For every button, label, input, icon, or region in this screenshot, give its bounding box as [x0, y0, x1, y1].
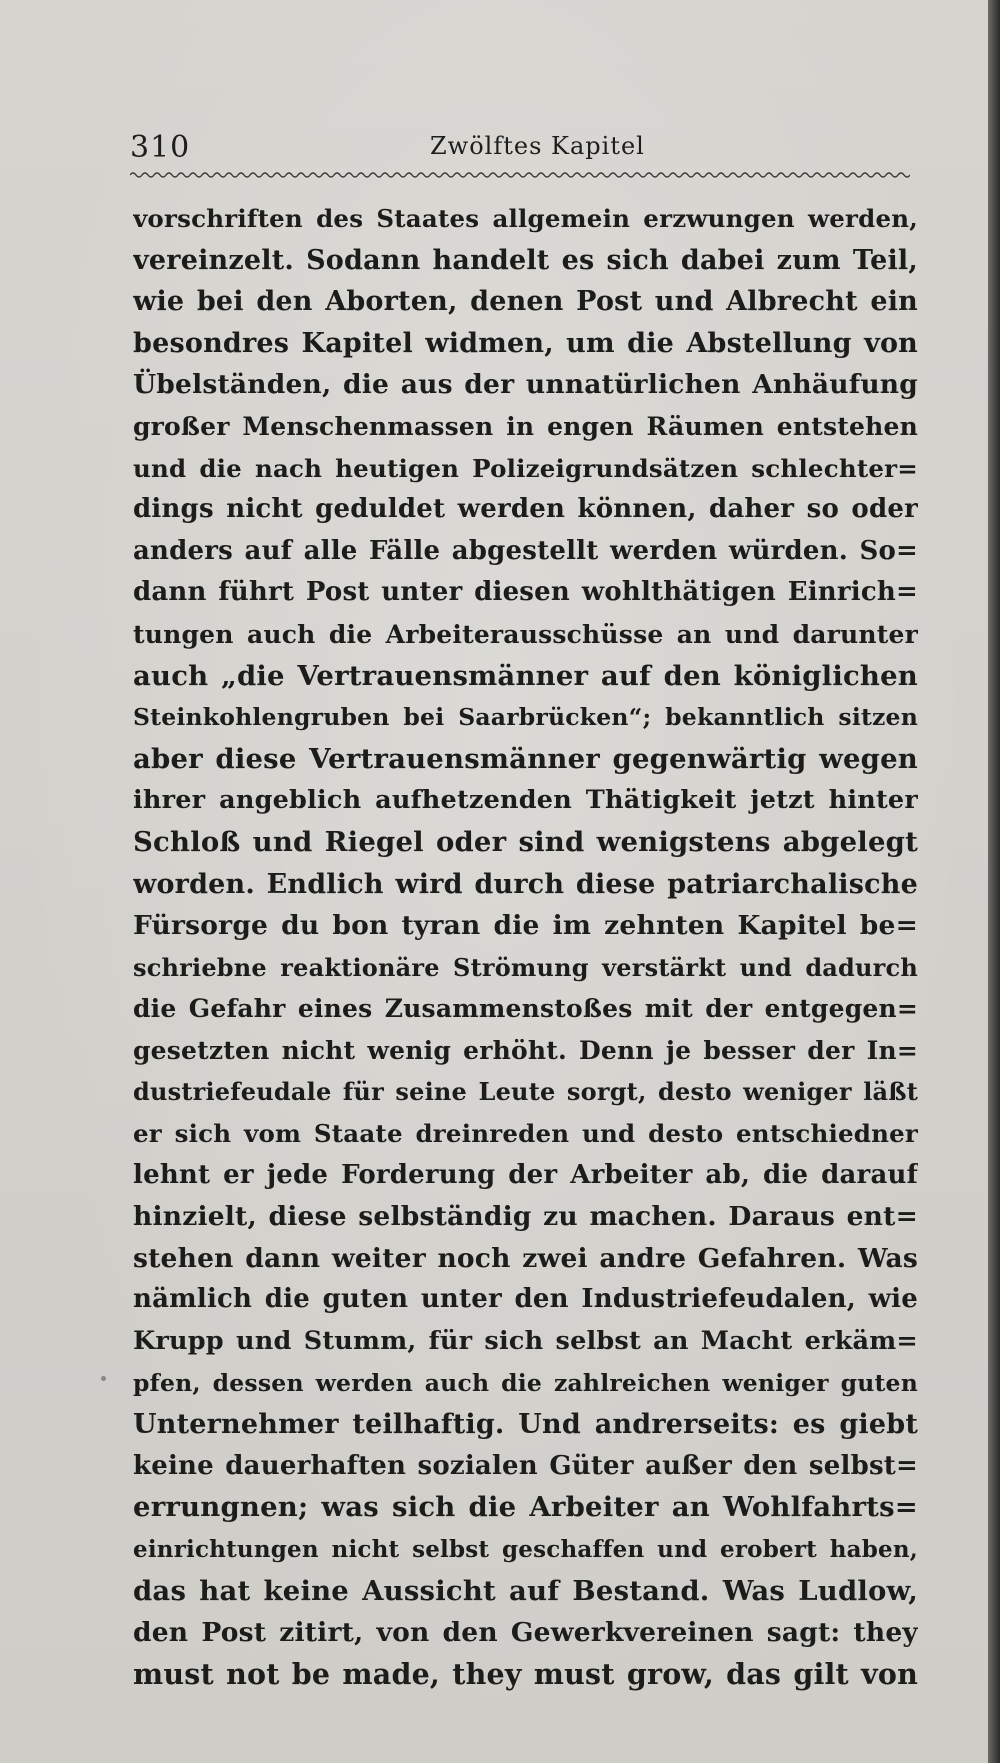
text-line: ihrer angeblich aufhetzenden Thätigkeit jetzt hinter [133, 785, 918, 816]
text-line: lehnt er jede Forderung der Arbeiter ab, die darauf [133, 1159, 918, 1190]
text-line: und die nach heutigen Polizeigrundsätzen schlechter= [133, 453, 918, 483]
text-line: aber diese Vertrauensmänner gegenwärtig wegen [133, 742, 918, 775]
text-line: must not be made, they must grow, das gilt von [133, 1656, 918, 1691]
text-line: vorschriften des Staates allgemein erzwungen werden, [133, 204, 918, 233]
text-line: Schloß und Riegel oder sind wenigstens abgelegt [133, 825, 918, 858]
text-line: vereinzelt. Sodann handelt es sich dabei zum Teil, [133, 244, 918, 276]
text-line: hinzielt, diese selbständig zu machen. Daraus ent= [133, 1201, 918, 1233]
text-line: gesetzten nicht wenig erhöht. Denn je besser der In= [133, 1035, 918, 1065]
text-line: besondres Kapitel widmen, um die Abstellung von [133, 327, 918, 359]
text-line: worden. Endlich wird durch diese patriarchalische [133, 868, 918, 900]
text-line: einrichtungen nicht selbst geschaffen und erobert haben, [133, 1536, 918, 1563]
page-header [130, 130, 910, 170]
text-line: dings nicht geduldet werden können, daher so oder [133, 494, 918, 525]
text-line: Übelständen, die aus der unnatürlichen Anhäufung [133, 369, 918, 401]
text-line: pfen, dessen werden auch die zahlreichen weniger guten [133, 1368, 918, 1397]
text-line: auch „die Vertrauensmänner auf den königlichen [133, 659, 918, 692]
text-line: tungen auch die Arbeiterausschüsse an und darunter [133, 619, 918, 649]
text-line: dustriefeudale für seine Leute sorgt, desto weniger läßt [133, 1077, 918, 1107]
text-line: er sich vom Staate dreinreden und desto entschiedner [133, 1119, 918, 1149]
text-line: großer Menschenmassen in engen Räumen entstehen [133, 411, 918, 441]
text-line: Fürsorge du bon tyran die im zehnten Kapitel be= [133, 910, 918, 942]
text-line: Steinkohlengruben bei Saarbrücken“; bekanntlich sitzen [133, 703, 918, 732]
text-line: Krupp und Stumm, für sich selbst an Macht erkäm= [133, 1326, 918, 1357]
text-line: stehen dann weiter noch zwei andre Gefahren. Was [133, 1242, 918, 1274]
text-line: anders auf alle Fälle abgestellt werden würden. So= [133, 535, 918, 566]
page-edge-shadow [988, 0, 1000, 1763]
text-line: schriebne reaktionäre Strömung verstärkt und dadurch [133, 952, 918, 982]
text-line: den Post zitirt, von den Gewerkvereinen sagt: they [133, 1617, 918, 1649]
text-line: dann führt Post unter diesen wohlthätigen Einrich= [133, 577, 918, 608]
decorative-wavy-rule [130, 170, 910, 180]
body-text [133, 198, 918, 1695]
text-line: das hat keine Aussicht auf Bestand. Was Ludlow, [133, 1574, 918, 1607]
text-line: nämlich die guten unter den Industriefeudalen, wie [133, 1284, 918, 1315]
paper-speck [101, 1376, 106, 1381]
running-head: Zwölftes Kapitel [430, 132, 645, 160]
page-number: 310 [130, 130, 191, 165]
text-line: keine dauerhaften sozialen Güter außer den selbst= [133, 1450, 918, 1481]
text-line: die Gefahr eines Zusammenstoßes mit der entgegen= [133, 994, 918, 1024]
text-line: wie bei den Aborten, denen Post und Albrecht ein [133, 286, 918, 318]
text-line: Unternehmer teilhaftig. Und andrerseits: es giebt [133, 1409, 918, 1441]
text-line: errungnen; was sich die Arbeiter an Wohlfahrts= [133, 1491, 918, 1524]
